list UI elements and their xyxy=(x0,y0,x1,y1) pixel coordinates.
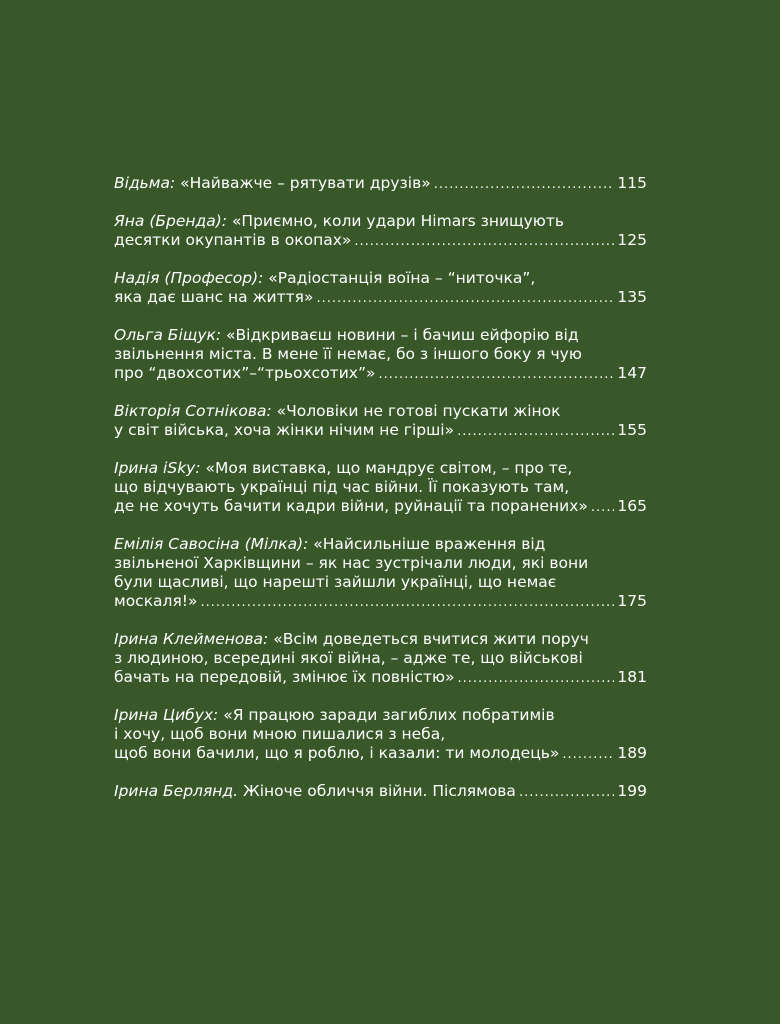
toc-entry-page-number: 125 xyxy=(617,231,647,249)
toc-entry[interactable] xyxy=(114,402,647,441)
toc-entry-author: Ольга Біщук: xyxy=(114,326,222,344)
toc-entry-author: Ірина Клейменова: xyxy=(114,630,269,648)
toc-entry-page-number: 147 xyxy=(617,364,647,382)
toc-entry[interactable] xyxy=(114,535,647,612)
toc-entry-title-line: і хочу, щоб вони мною пишалися з неба, xyxy=(114,725,446,743)
toc-entry-author: Яна (Бренда): xyxy=(114,212,228,230)
toc-entry-page-number: 175 xyxy=(617,592,647,610)
toc-entry-title-line: «Найважче – рятувати друзів» xyxy=(180,174,431,192)
toc-entry-title-line: про “двохсотих”–“трьохсотих”» xyxy=(114,364,376,382)
toc-entry-title-line: яка дає шанс на життя» xyxy=(114,288,314,306)
toc-entry-title-line: «Я працюю заради загиблих побратимів xyxy=(223,706,555,724)
toc-entry-title-line: Жіноче обличчя війни. Післямова xyxy=(243,782,516,800)
toc-entry-author: Ірина Берлянд. xyxy=(114,782,239,800)
toc-entry-author: Ірина Цибух: xyxy=(114,706,219,724)
table-of-contents xyxy=(114,174,647,820)
toc-entry[interactable] xyxy=(114,630,647,688)
toc-entry-title-line: звільнення міста. В мене її немає, бо з іншого боку я чую xyxy=(114,345,582,363)
dot-leader xyxy=(458,669,615,688)
toc-entry-author: Надія (Професор): xyxy=(114,269,264,287)
dot-leader xyxy=(457,422,614,441)
toc-entry[interactable] xyxy=(114,459,647,517)
dot-leader xyxy=(591,498,614,517)
toc-entry-title-line: «Чоловіки не готові пускати жінок xyxy=(276,402,561,420)
dot-leader xyxy=(378,365,614,384)
toc-entry-title-line: у світ війська, хоча жінки нічим не гірші» xyxy=(114,421,455,439)
toc-entry-title-line: бачать на передовій, змінює їх повністю» xyxy=(114,668,455,686)
toc-entry-page-number: 165 xyxy=(617,497,647,515)
toc-entry-title-line: з людиною, всередині якої війна, – адже те, що військові xyxy=(114,649,583,667)
toc-entry-title-line: «Моя виставка, що мандрує світом, – про те, xyxy=(205,459,573,477)
toc-entry-author: Вікторія Сотнікова: xyxy=(114,402,272,420)
toc-entry-title-line: щоб вони бачили, що я роблю, і казали: ти молодець» xyxy=(114,744,560,762)
toc-entry-title-line: були щасливі, що нарешті зайшли українці, що немає xyxy=(114,573,557,591)
dot-leader xyxy=(354,232,614,251)
toc-entry-title-line: «Найсильніше враження від xyxy=(313,535,546,553)
toc-entry-author: Відьма: xyxy=(114,174,176,192)
toc-entry-text xyxy=(114,782,516,801)
dot-leader xyxy=(519,783,614,802)
toc-entry[interactable] xyxy=(114,782,647,802)
toc-entry-author: Емілія Савосіна (Мілка): xyxy=(114,535,309,553)
dot-leader xyxy=(562,745,614,764)
toc-entry[interactable] xyxy=(114,706,647,764)
toc-entry-text xyxy=(114,174,431,193)
toc-entry-title-line: що відчувають українці під час війни. Її показують там, xyxy=(114,478,570,496)
toc-entry-title-line: де не хочуть бачити кадри війни, руйнації та поранених» xyxy=(114,497,588,515)
dot-leader xyxy=(317,289,615,308)
toc-entry[interactable] xyxy=(114,174,647,194)
toc-entry-page-number: 155 xyxy=(617,421,647,439)
toc-entry-title-line: «Відкриваєш новини – і бачиш ейфорію від xyxy=(226,326,579,344)
toc-entry-title-line: десятки окупантів в окопах» xyxy=(114,231,352,249)
toc-entry-page-number: 135 xyxy=(617,288,647,306)
toc-entry[interactable] xyxy=(114,269,647,308)
toc-entry-title-line: «Всім доведеться вчитися жити поруч xyxy=(273,630,589,648)
toc-entry-title-line: москаля!» xyxy=(114,592,198,610)
toc-entry-author: Ірина iSky: xyxy=(114,459,201,477)
toc-entry-page-number: 199 xyxy=(617,782,647,800)
dot-leader xyxy=(201,593,615,612)
toc-entry-title-line: «Радіостанція воїна – “ниточка”, xyxy=(268,269,536,287)
toc-entry-title-line: «Приємно, коли удари Himars знищують xyxy=(231,212,565,230)
toc-entry[interactable] xyxy=(114,212,647,251)
toc-entry-title-line: звільненої Харківщини – як нас зустрічали люди, які вони xyxy=(114,554,589,572)
toc-entry-page-number: 181 xyxy=(617,668,647,686)
toc-entry[interactable] xyxy=(114,326,647,384)
toc-entry-page-number: 115 xyxy=(617,174,647,192)
toc-entry-page-number: 189 xyxy=(617,744,647,762)
dot-leader xyxy=(434,175,615,194)
